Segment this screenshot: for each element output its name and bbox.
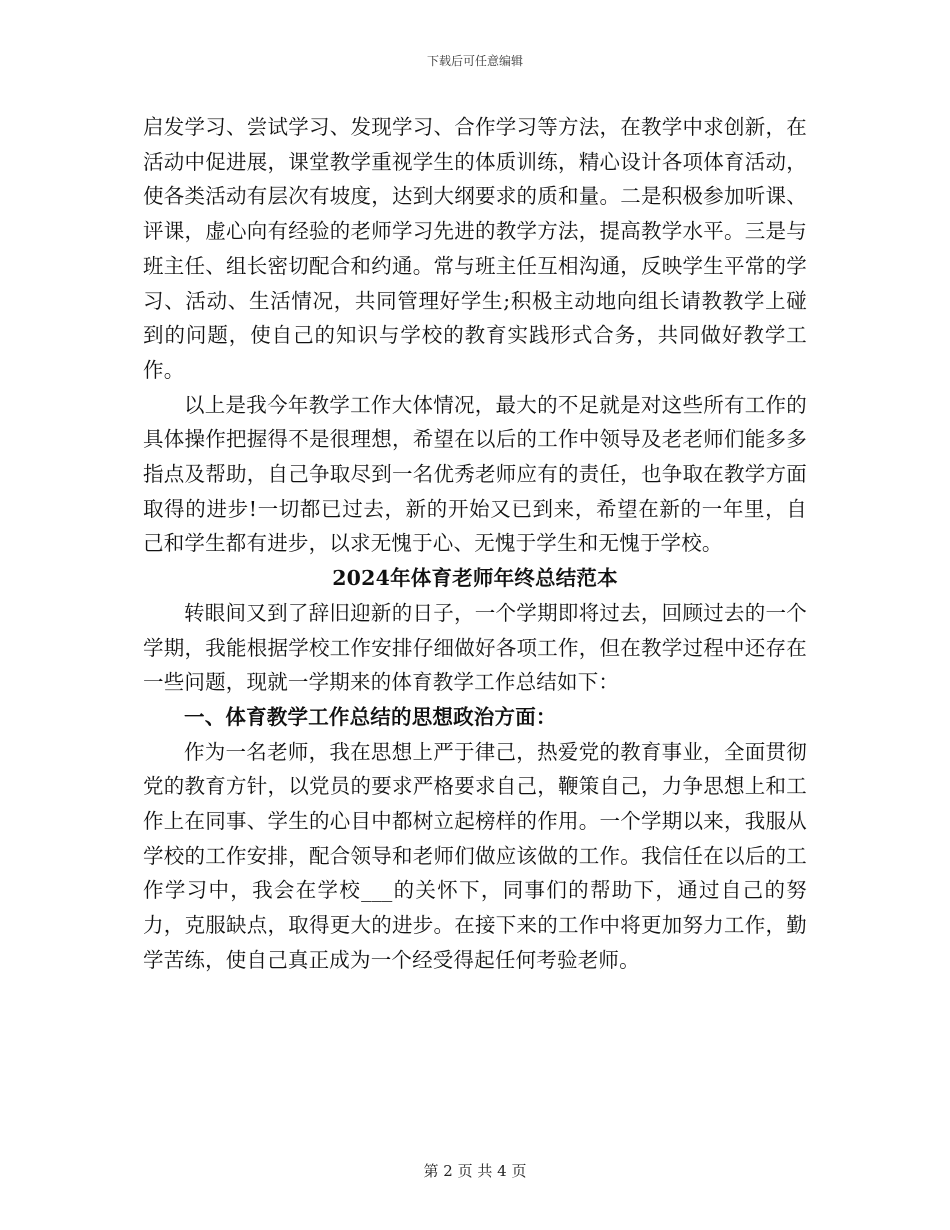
- paragraph-ideology: 作为一名老师，我在思想上严于律己，热爱党的教育事业，全面贯彻党的教育方针，以党员的要求严格要求自己，鞭策自己，力争思想上和工作上在同事、学生的心目中都树立起榜样的作用。一个学期以来，我服从学校的工作安排，配合领导和老师们做应该做的工作。我信任在以后的工作学习中，我会在学校___的关怀下，同事们的帮助下，通过自己的努力，克服缺点，取得更大的进步。在接下来的工作中将更加努力工作，勤学苦练，使自己真正成为一个经受得起任何考验老师。: [143, 739, 807, 972]
- paragraph-continuation: 启发学习、尝试学习、发现学习、合作学习等方法，在教学中求创新，在活动中促进展，课堂教学重视学生的体质训练，精心设计各项体育活动，使各类活动有层次有坡度，达到大纲要求的质和量。二是积极参加听课、评课，虚心向有经验的老师学习先进的教学方法，提高教学水平。三是与班主任、组长密切配合和约通。常与班主任互相沟通，反映学生平常的学习、活动、生活情况，共同管理好学生;积极主动地向组长请教教学上碰到的问题，使自己的知识与学校的教育实践形式合务，共同做好教学工作。: [143, 115, 807, 382]
- document-body: [143, 110, 807, 978]
- page-number: 第 2 页 共 4 页: [423, 1162, 527, 1180]
- subheading-ideology: 一、体育教学工作总结的思想政治方面：: [184, 704, 557, 729]
- page-header: 下载后可任意编辑: [426, 54, 523, 68]
- paragraph-intro: 转眼间又到了辞旧迎新的日子，一个学期即将过去，回顾过去的一个学期，我能根据学校工作安排仔细做好各项工作，但在教学过程中还存在一些问题，现就一学期来的体育教学工作总结如下：: [143, 600, 807, 695]
- section-title: 2024年体育老师年终总结范本: [332, 566, 618, 591]
- paragraph-conclusion: 以上是我今年教学工作大体情况，最大的不足就是对这些所有工作的具体操作把握得不是很理想，希望在以后的工作中领导及老老师们能多多指点及帮助，自己争取尽到一名优秀老师应有的责任，也争取在教学方面取得的进步!一切都已过去，新的开始又已到来，希望在新的一年里，自己和学生都有进步，以求无愧于心、无愧于学生和无愧于学校。: [143, 392, 807, 556]
